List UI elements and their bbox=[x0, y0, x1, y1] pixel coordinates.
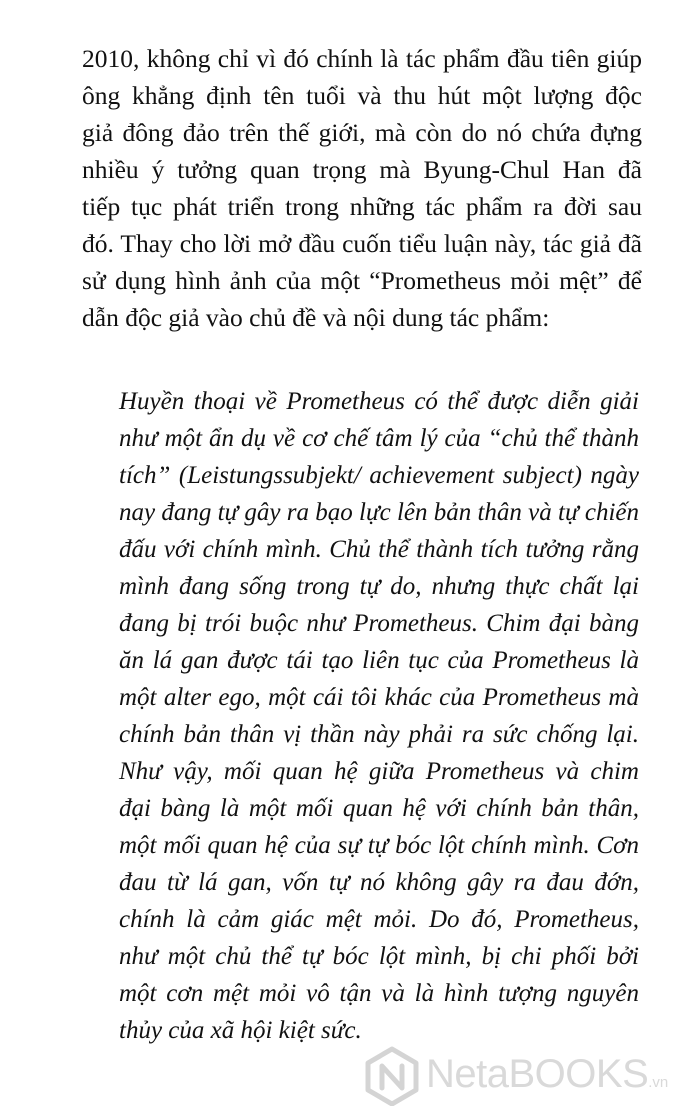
quote-line: mình đang sống trong tự do, nhưng thực chất lại bbox=[119, 573, 639, 600]
body-line: đó. Thay cho lời mở đầu cuốn tiểu luận này, tác giả đã bbox=[82, 229, 642, 258]
body-line: sử dụng hình ảnh của một “Prometheus mỏi mệt” để bbox=[82, 266, 642, 295]
quote-line: thủy của xã hội kiệt sức. bbox=[119, 1017, 362, 1044]
quote-line: đấu với chính mình. Chủ thể thành tích tưởng rằng bbox=[119, 536, 639, 563]
watermark-brand: NetaBOOKS bbox=[426, 1052, 649, 1096]
quote-line: đau từ lá gan, vốn tự nó không gây ra đau đớn, bbox=[119, 869, 639, 896]
quote-line: đại bàng là một mối quan hệ với chính bản thân, bbox=[119, 795, 639, 822]
body-line: dẫn độc giả vào chủ đề và nội dung tác phẩm: bbox=[82, 303, 550, 332]
quote-line: ăn lá gan được tái tạo liên tục của Prometheus là bbox=[119, 647, 639, 674]
quote-line: Huyền thoại về Prometheus có thể được diễn giải bbox=[119, 388, 639, 415]
quote-line: chính bản thân vị thần này phải ra sức chống lại. bbox=[119, 721, 639, 748]
body-line: nhiều ý tưởng quan trọng mà Byung-Chul Han đã bbox=[82, 155, 642, 184]
body-line: giả đông đảo trên thế giới, mà còn do nó chứa đựng bbox=[82, 118, 642, 147]
quote-line: Như vậy, mối quan hệ giữa Prometheus và chim bbox=[119, 758, 639, 785]
quote-line: như một ẩn dụ về cơ chế tâm lý của “chủ thể thành bbox=[119, 425, 639, 452]
watermark bbox=[362, 1046, 692, 1106]
quote-line: tích” (Leistungssubjekt/ achievement subject) ngày bbox=[119, 462, 639, 489]
body-line: 2010, không chỉ vì đó chính là tác phẩm đầu tiên giúp bbox=[82, 44, 642, 73]
body-line: ông khẳng định tên tuổi và thu hút một lượng độc bbox=[82, 81, 642, 110]
quote-line: chính là cảm giác mệt mỏi. Do đó, Prometheus, bbox=[119, 906, 639, 933]
body-line: tiếp tục phát triển trong những tác phẩm ra đời sau bbox=[82, 192, 642, 221]
watermark-suffix: .vn bbox=[648, 1074, 669, 1091]
netabooks-logo-icon bbox=[362, 1046, 422, 1106]
quote-line: một alter ego, một cái tôi khác của Prometheus mà bbox=[119, 684, 639, 711]
quote-line: nay đang tự gây ra bạo lực lên bản thân và tự chiến bbox=[119, 499, 639, 526]
quote-line: như một chủ thể tự bóc lột mình, bị chi phối bởi bbox=[119, 943, 639, 970]
watermark-text bbox=[426, 1052, 668, 1105]
quote-line: một cơn mệt mỏi vô tận và là hình tượng nguyên bbox=[119, 980, 639, 1007]
quote-line: một mối quan hệ của sự tự bóc lột chính mình. Cơn bbox=[119, 832, 639, 859]
quote-line: đang bị trói buộc như Prometheus. Chim đại bàng bbox=[119, 610, 639, 637]
